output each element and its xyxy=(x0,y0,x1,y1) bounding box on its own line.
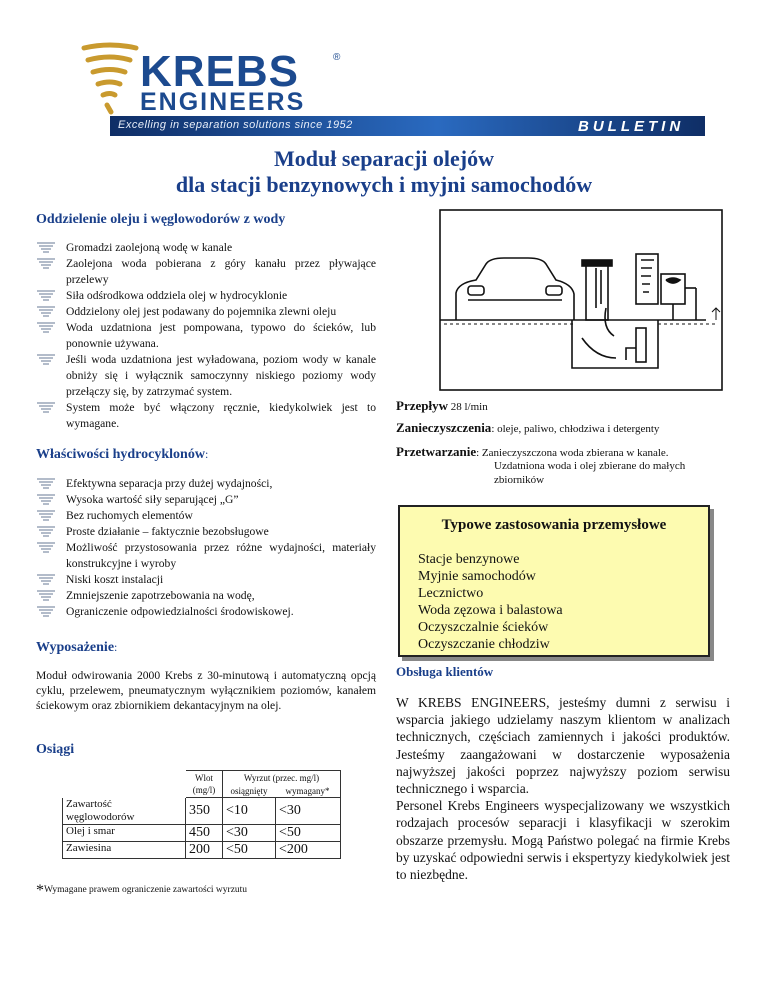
customer-service-text xyxy=(396,694,730,883)
list-item xyxy=(36,604,376,620)
section-heading-performance: Osiągi xyxy=(36,742,75,757)
hydrocyclone-bullet-icon xyxy=(36,525,56,539)
achieved-value: <10 xyxy=(223,798,276,825)
section-heading-customer-service: Obsługa klientów xyxy=(396,664,494,679)
krebs-logo-swirl-icon xyxy=(80,40,140,115)
spec-contaminants: Zanieczyszczenia: oleje, paliwo, chłodziwa i detergenty xyxy=(396,420,660,435)
list-item xyxy=(36,400,376,432)
list-item-text: Efektywna separacja przy dużej wydajności, xyxy=(66,477,273,490)
required-value: <50 xyxy=(276,825,341,842)
outlet-header: Wyrzut (przec. mg/l) osiągnięty wymagany* xyxy=(223,771,341,798)
hydrocyclone-bullet-icon xyxy=(36,289,56,303)
hydrocyclone-bullet-icon xyxy=(36,401,56,415)
list-item-text: Jeśli woda uzdatniona jest wyładowana, poziom wody w kanale obniży się i wyłącznik samoczynny niskiego poziomy wody przełączy się, by zatrzymać system. xyxy=(66,353,376,398)
hydrocyclone-bullet-icon xyxy=(36,541,56,555)
hydrocyclone-bullet-icon xyxy=(36,353,56,367)
hydrocyclone-bullet-icon xyxy=(36,573,56,587)
brand-name-engineers: ENGINEERS xyxy=(140,88,306,116)
installation-diagram xyxy=(396,208,726,393)
list-item-text: Możliwość przystosowania przez różne wydajności, materiały konstrukcyjne i wyroby xyxy=(66,541,376,570)
application-item: Stacje benzynowe xyxy=(418,552,520,567)
required-value: <30 xyxy=(276,798,341,825)
hydrocyclone-bullet-icon xyxy=(36,477,56,491)
list-item xyxy=(36,508,376,524)
row-label: Zawartość węglowodorów xyxy=(63,798,186,825)
inlet-header: Wlot (mg/l) xyxy=(186,771,223,798)
list-item-text: Niski koszt instalacji xyxy=(66,573,164,586)
list-item-text: Gromadzi zaolejoną wodę w kanale xyxy=(66,241,233,254)
list-item-text: Ograniczenie odpowiedzialności środowiskowej. xyxy=(66,605,294,618)
registered-mark: ® xyxy=(333,52,341,63)
hydrocyclone-bullet-icon xyxy=(36,589,56,603)
list-item xyxy=(36,288,376,304)
achieved-value: <30 xyxy=(223,825,276,842)
list-item-text: Proste działanie – faktycznie bezobsługowe xyxy=(66,525,269,538)
bulletin-label: BULLETIN xyxy=(578,118,685,135)
tagline: Excelling in separation solutions since 1952 xyxy=(118,119,353,131)
inlet-value: 450 xyxy=(186,825,223,842)
service-paragraph-2: Personel Krebs Engineers wyspecjalizowany we wszystkich rodzajach procesów separacji i klasyfikacji w szerokim obszarze przemysłu. Mogą Państwo polegać na firmie Krebs by uzyskać odpowiedni serwis i ekspertyzy kiedykolwiek jest to niezbędne. xyxy=(396,798,730,883)
hydrocyclone-bullet-icon xyxy=(36,493,56,507)
list-item xyxy=(36,476,376,492)
required-value: <200 xyxy=(276,842,341,859)
service-paragraph-1: W KREBS ENGINEERS, jesteśmy dumni z serwisu i wsparcia jakiego udzielamy naszym klientom w analizach technicznych, częściach zamiennych i jakości produktów. Jesteśmy zaangażowani w dostarczenie wyposażenia najwyższej jakości poprzez najwyższy poziom serwisu technicznego i wsparcia. xyxy=(396,695,730,797)
list-item xyxy=(36,588,376,604)
hydrocyclone-bullet-icon xyxy=(36,257,56,271)
inlet-value: 200 xyxy=(186,842,223,859)
applications-list xyxy=(418,551,563,653)
performance-table xyxy=(62,770,341,859)
list-item xyxy=(36,492,376,508)
application-item: Oczyszczalnie ścieków xyxy=(418,620,549,635)
application-item: Woda zęzowa i balastowa xyxy=(418,603,563,618)
list-item-text: Woda uzdatniona jest pompowana, typowo do ścieków, lub ponownie używana. xyxy=(66,321,376,350)
section-heading-equipment: Wyposażenie: xyxy=(36,640,118,655)
applications-box xyxy=(398,505,710,657)
hydrocyclone-properties-list xyxy=(36,476,376,620)
section-heading-separation: Oddzielenie oleju i węglowodorów z wody xyxy=(36,212,286,227)
list-item xyxy=(36,524,376,540)
brand-name-krebs: KREBS xyxy=(140,47,300,96)
list-item-text: Wysoka wartość siły separującej „G” xyxy=(66,493,239,506)
page-title-line1: Moduł separacji olejów xyxy=(274,146,494,171)
table-row xyxy=(63,798,341,825)
list-item-text: Zaolejona woda pobierana z góry kanału przez pływające przelewy xyxy=(66,257,376,286)
application-item: Myjnie samochodów xyxy=(418,569,536,584)
application-item: Lecznictwo xyxy=(418,586,484,601)
row-label: Zawiesina xyxy=(63,842,186,859)
table-row xyxy=(63,842,341,859)
inlet-value: 350 xyxy=(186,798,223,825)
hydrocyclone-bullet-icon xyxy=(36,305,56,319)
spec-flow: Przepływ 28 l/min xyxy=(396,398,488,413)
list-item xyxy=(36,240,376,256)
spec-processing: Przetwarzanie: Zanieczyszczona woda zbierana w kanale. xyxy=(396,444,669,459)
achieved-value: <50 xyxy=(223,842,276,859)
performance-footnote: *Wymagane prawem ograniczenie zawartości wyrzutu xyxy=(36,882,248,899)
list-item xyxy=(36,572,376,588)
list-item-text: Bez ruchomych elementów xyxy=(66,509,193,522)
hydrocyclone-bullet-icon xyxy=(36,241,56,255)
separation-steps-list xyxy=(36,240,376,432)
list-item xyxy=(36,352,376,400)
applications-title: Typowe zastosowania przemysłowe xyxy=(441,517,667,533)
hydrocyclone-bullet-icon xyxy=(36,605,56,619)
hydrocyclone-bullet-icon xyxy=(36,509,56,523)
table-row xyxy=(63,825,341,842)
spec-processing-continued: Uzdatniona woda i olej zbierane do małych zbiorników xyxy=(494,460,686,486)
list-item-text: Zmniejszenie zapotrzebowania na wodę, xyxy=(66,589,255,602)
equipment-description: Moduł odwirowania 2000 Krebs z 30-minutową i automatyczną opcją cyklu, przelewem, pneumatycznym wyłącznikiem poziomów, kanałem ściekowym oraz zbiornikiem dekantacyjnym na olej. xyxy=(36,669,376,712)
list-item xyxy=(36,256,376,288)
list-item-text: Siła odśrodkowa oddziela olej w hydrocyklonie xyxy=(66,289,288,302)
list-item-text: System może być włączony ręcznie, kiedykolwiek jest to wymagane. xyxy=(66,401,376,430)
application-item: Oczyszczanie chłodziw xyxy=(418,637,550,652)
list-item xyxy=(36,304,376,320)
list-item xyxy=(36,320,376,352)
row-label: Olej i smar xyxy=(63,825,186,842)
list-item-text: Oddzielony olej jest podawany do pojemnika zlewni oleju xyxy=(66,305,337,318)
page-title-line2: dla stacji benzynowych i myjni samochodów xyxy=(175,172,593,197)
list-item xyxy=(36,540,376,572)
section-heading-hydrocyclone-properties: Właściwości hydrocyklonów: xyxy=(36,447,209,462)
hydrocyclone-bullet-icon xyxy=(36,321,56,335)
